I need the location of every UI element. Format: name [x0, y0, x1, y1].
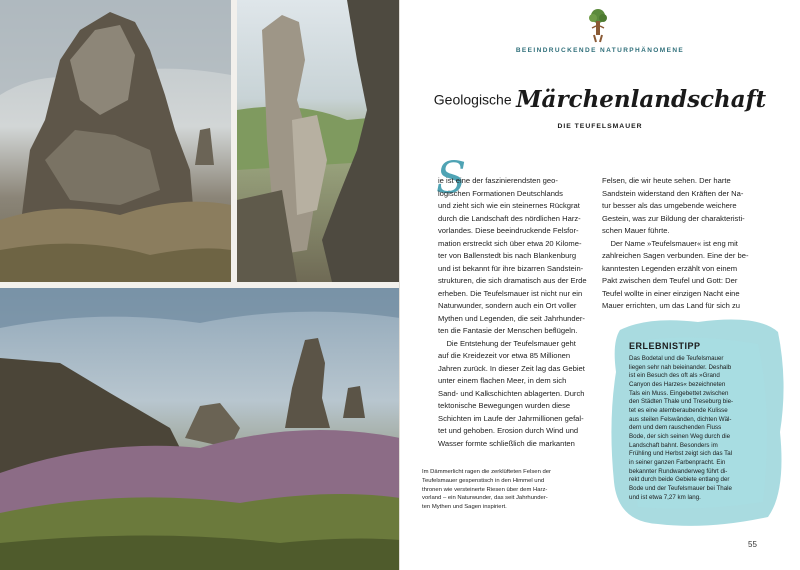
page-subtitle: DIE TEUFELSMAUER: [557, 123, 643, 130]
page-title: [400, 86, 800, 113]
photo-rock-arch: [237, 0, 400, 282]
body-column-1: ie ist eine der faszinierendsten geo- logischen Formationen Deutschlands und zieht sich wie ein steinernes Rückgrat durch die Landschaft des nördlichen Harz- vorlandes. Diese beeindruckende Felsfor- mation erstreckt sich über etwa 20 Kilome- ter von Ballenstedt bis nach Blankenburg und ist bekannt für ihre bizarren Sandstein- strukturen, die sich dramatisch aus der Erde erheben. Die Teufelsmauer ist nicht nur ein Naturwunder, sondern auch ein Ort voller Mythen und Legenden, die seit Jahrhunder- ten die Fantasie der Menschen beflügeln. Die Entstehung der Teufelsmauer geht auf die Kreidezeit vor etwa 85 Millionen Jahren zurück. In dieser Zeit lag das Gebiet unter einem flachen Meer, in dem sich Sand- und Kalkschichten ablagerten. Durch tektonische Bewegungen wurden diese Schichten im Laufe der Jahrmillionen gefal- tet und gehoben. Erosion durch Wind und Wasser formte schließlich die markanten: [438, 176, 587, 448]
tip-heading: ERLEBNISTIPP: [629, 341, 701, 351]
title-part-1: Geologische: [433, 91, 512, 108]
drop-cap: S: [436, 153, 467, 204]
tip-text: Das Bodetal und die Teufelsmauer liegen sehr nah beieinander. Deshalb ist ein Besuch des oft als »Grand Canyon des Harzes« bezeichneten Tals ein Muss. Eingebettet zwischen den Städten Thale und Treseburg bie- tet es eine atemberaubende Kulisse aus steilen Felswänden, dichten Wäl- dern und dem rauschenden Fluss Bode, der sich seinen Weg durch die Landschaft bahnt. Besonders im Frühling und Herbst zeigt sich das Tal in seiner ganzen Farbenpracht. Ein bekannter Rundwanderweg führt di- rekt durch beide Gebiete entlang der Bode und der Teufelsmauer bei Thale und ist etwa 7,27 km lang.: [629, 355, 734, 501]
section-kicker: BEEINDRUCKENDE NATURPHÄNOMENE: [515, 47, 685, 54]
tree-figure-icon: [586, 8, 610, 44]
photo-heather-landscape: [0, 288, 400, 570]
title-part-2: Märchenlandschaft: [516, 86, 767, 113]
body-column-2: Felsen, die wir heute sehen. Der harte Sandstein widerstand den Kräften der Na- tur besser als das umgebende weichere Gestein, was zur Bildung der charakteristi- schen Mauer führte. Der Name »Teufelsmauer« ist eng mit zahlreichen Sagen verbunden. Eine der be- kanntesten Legenden erzählt von einem Pakt zwischen dem Teufel und Gott: Der Teufel wollte in einer einzigen Nacht eine Mauer errichten, um das Land für sich zu: [602, 176, 749, 310]
photo-caption: Im Dämmerlicht ragen die zerklüfteten Felsen der Teufelsmauer gespenstisch in den Himmel und thronen wie versteinerte Riesen über dem Harz- vorland – ein Naturwunder, das seit Jahrhunder- ten Mythen und Sagen inspiriert.: [422, 469, 551, 511]
page-number: 55: [748, 540, 757, 549]
photo-rock-formation-left: [0, 0, 231, 282]
